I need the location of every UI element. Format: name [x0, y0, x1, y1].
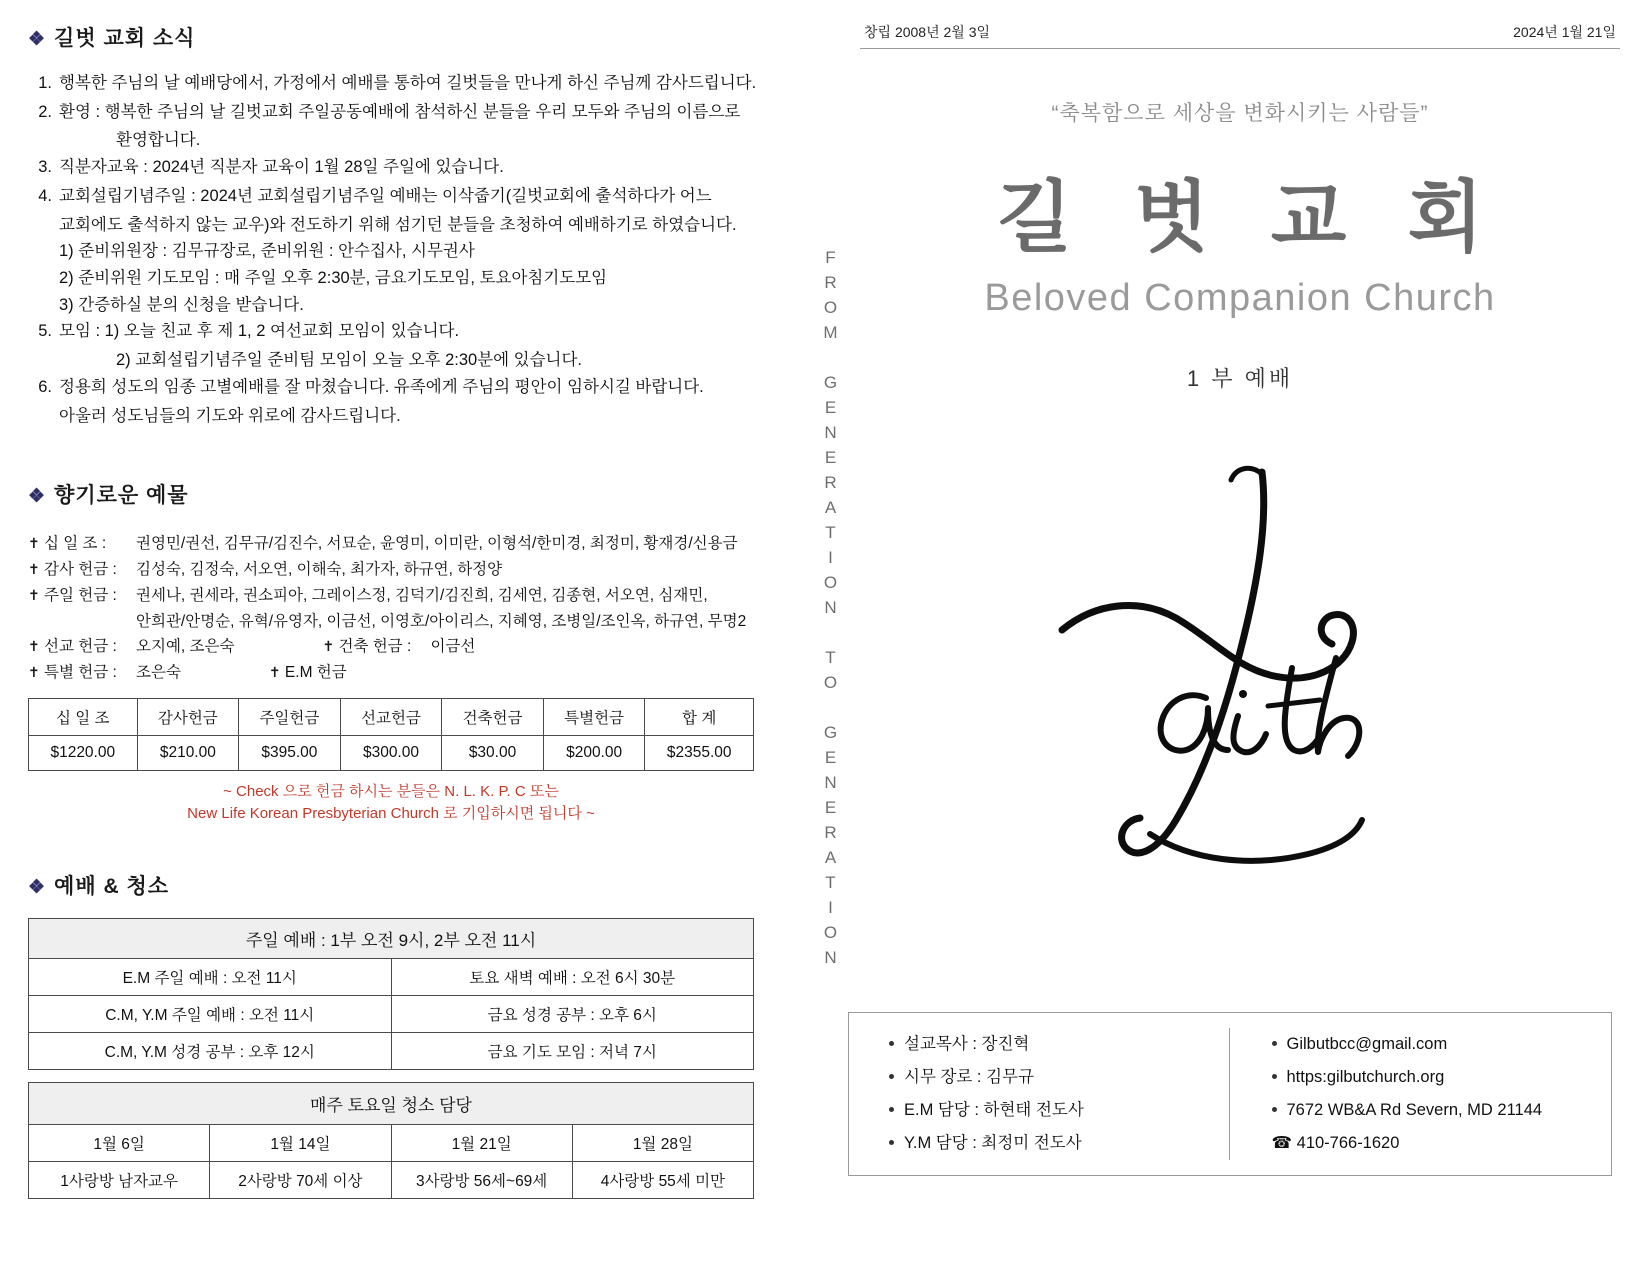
email-line[interactable]: Gilbutbcc@gmail.com — [1272, 1028, 1612, 1061]
offering-line: ✝ E.M 헌금 — [269, 660, 377, 686]
service-label: 1 부 예배 — [1186, 366, 1294, 391]
table-cell: $395.00 — [239, 735, 341, 770]
table-cell: C.M, Y.M 성경 공부 : 오후 12시 — [29, 1032, 392, 1069]
list-item: 시무 장로 : 김무규 — [889, 1061, 1229, 1094]
bullet-dot-icon — [889, 1074, 894, 1079]
table-cell: $300.00 — [340, 735, 442, 770]
bullet-dot-icon — [1272, 1107, 1277, 1112]
church-name-english: Beloved Companion Church — [984, 277, 1496, 319]
list-subitem: 2) 준비위원 기도모임 : 매 주일 오후 2:30분, 금요기도모임, 토요아침기도모임 — [59, 269, 608, 288]
table-row — [29, 698, 754, 735]
list-item: 2. 환영 : 행복한 주님의 날 길벗교회 주일공동예배에 참석하신 분들을 우리 모두와 주님의 이름으로 — [38, 102, 741, 121]
news-section-title: ❖ 길벗 교회 소식 — [28, 27, 196, 50]
table-header-cell: 선교헌금 — [340, 698, 442, 735]
offering-line: ✝ 선교 헌금 : 오지예, 조은숙 — [28, 634, 234, 660]
offering-line: ✝ 건축 헌금 : 이금선 — [322, 634, 475, 660]
list-item: 6. 정용희 성도의 임종 고별예배를 잘 마쳤습니다. 유족에게 주님의 평안이 임하시길 바랍니다. — [38, 377, 704, 396]
table-header-cell: 합 계 — [645, 698, 754, 735]
offering-line: ✝ 십 일 조 : 권영민/권선, 김무규/김진수, 서묘순, 윤영미, 이미란, 이형석/한미경, 최정미, 황재경/신용금 — [28, 531, 788, 557]
offering-lines — [28, 531, 788, 685]
list-item-continuation: 환영합니다. — [116, 131, 201, 150]
cross-icon: ✝ — [28, 561, 40, 578]
church-slogan: “축복함으로 세상을 변화시키는 사람들” — [1051, 102, 1429, 125]
table-row — [29, 1032, 754, 1069]
offering-section-title: ❖ 향기로운 예물 — [28, 484, 189, 508]
cleaning-duty-table — [28, 1082, 754, 1199]
table-cell: $210.00 — [137, 735, 239, 770]
diamond-bullet-icon: ❖ — [28, 486, 47, 508]
offering-line-continuation: 안희관/안명순, 유혁/유영자, 이금선, 이영호/아이리스, 지혜영, 조병일/조인옥, 하규연, 무명2 — [136, 612, 747, 630]
table-cell: 금요 기도 모임 : 저녁 7시 — [391, 1032, 754, 1069]
table-cell: 1월 28일 — [572, 1124, 753, 1161]
list-subitem: 2) 교회설립기념주일 준비팀 모임이 오늘 오후 2:30분에 있습니다. — [116, 351, 582, 370]
table-cell: 금요 성경 공부 : 오후 6시 — [391, 995, 754, 1032]
list-item: Y.M 담당 : 최정미 전도사 — [889, 1127, 1229, 1160]
table-row — [29, 735, 754, 770]
table-cell: 4사랑방 55세 미만 — [572, 1161, 753, 1198]
table-cell: E.M 주일 예배 : 오전 11시 — [29, 958, 392, 995]
table-cell: $2355.00 — [645, 735, 754, 770]
table-cell: 2사랑방 70세 이상 — [210, 1161, 391, 1198]
news-list — [28, 70, 788, 429]
list-subitem: 1) 준비위원장 : 김무규장로, 준비위원 : 안수집사, 시무권사 — [59, 242, 475, 261]
cross-icon: ✝ — [268, 663, 281, 680]
cross-icon: ✝ — [322, 638, 335, 655]
cross-icon: ✝ — [28, 638, 40, 655]
table-row — [29, 918, 754, 958]
table-row — [29, 1082, 754, 1124]
list-item: 5. 모임 : 1) 오늘 친교 후 제 1, 2 여선교회 모임이 있습니다. — [38, 322, 460, 341]
offering-line: ✝ 특별 헌금 : 조은숙 — [28, 660, 181, 686]
table-cell: 3사랑방 56세~69세 — [391, 1161, 572, 1198]
phone-line — [1272, 1127, 1612, 1160]
table-header-cell: 건축헌금 — [442, 698, 544, 735]
issue-date: 2024년 1월 21일 — [1513, 24, 1616, 40]
cross-icon: ✝ — [28, 663, 40, 680]
table-cell: $30.00 — [442, 735, 544, 770]
bullet-dot-icon — [1272, 1041, 1277, 1046]
offering-line: ✝ 감사 헌금 : 김성숙, 김정숙, 서오연, 이해숙, 최가자, 하규연, 하정양 — [28, 557, 788, 583]
list-subitem: 3) 간증하실 분의 신청을 받습니다. — [59, 295, 304, 314]
telephone-icon: ☎ 410-766-1620 — [1271, 1134, 1400, 1152]
staff-list — [849, 1028, 1229, 1160]
diamond-bullet-icon: ❖ — [28, 29, 47, 50]
worship-section-title: ❖ 예배 & 청소 — [28, 874, 170, 898]
table-row — [29, 1124, 754, 1161]
table-cell: $200.00 — [543, 735, 645, 770]
table-cell: 1월 21일 — [391, 1124, 572, 1161]
table-row — [29, 995, 754, 1032]
bullet-dot-icon — [1272, 1074, 1277, 1079]
bullet-dot-icon — [889, 1140, 894, 1145]
check-note: ~ Check 으로 헌금 하시는 분들은 N. L. K. P. C 또는 New Life Korean Presbyterian Church 로 기입하시면 됩니다 ~ — [187, 782, 595, 823]
table-header-cell: 주일 예배 : 1부 오전 9시, 2부 오전 11시 — [29, 918, 754, 958]
table-header-cell: 감사헌금 — [137, 698, 239, 735]
list-item-continuation: 교회에도 출석하지 않는 교우)와 전도하기 위해 섬기던 분들을 초청하여 예배하기로 하였습니다. — [59, 215, 737, 234]
right-column — [860, 22, 1620, 1152]
offering-line-pair — [28, 634, 788, 660]
offering-line: ✝ 주일 헌금 : 권세나, 권세라, 권소피아, 그레이스정, 김덕기/김진희, 김세연, 김종현, 서오연, 심재민, — [28, 583, 788, 609]
list-item-continuation: 아울러 성도님들의 기도와 위로에 감사드립니다. — [59, 406, 401, 425]
table-cell: $1220.00 — [29, 735, 138, 770]
bullet-dot-icon — [889, 1041, 894, 1046]
table-row — [29, 1161, 754, 1198]
bullet-dot-icon — [889, 1107, 894, 1112]
table-cell: 1월 14일 — [210, 1124, 391, 1161]
table-header-cell: 주일헌금 — [239, 698, 341, 735]
table-header-cell: 십 일 조 — [29, 698, 138, 735]
list-item: E.M 담당 : 하현태 전도사 — [889, 1094, 1229, 1127]
table-cell: 1사랑방 남자교우 — [29, 1161, 210, 1198]
header-bar — [860, 22, 1620, 49]
offering-line-pair — [28, 660, 788, 686]
cross-icon: ✝ — [28, 535, 40, 552]
faith-calligraphy-icon — [1000, 462, 1440, 892]
table-row — [29, 958, 754, 995]
offering-section — [28, 479, 788, 825]
table-header-cell: 매주 토요일 청소 담당 — [29, 1082, 754, 1124]
list-item: 설교목사 : 장진혁 — [889, 1028, 1229, 1061]
table-header-cell: 특별헌금 — [543, 698, 645, 735]
list-item: 3. 직분자교육 : 2024년 직분자 교육이 1월 28일 주일에 있습니다. — [38, 158, 504, 177]
contact-details — [1229, 1028, 1612, 1160]
founded-date: 창립 2008년 2월 3일 — [864, 24, 991, 40]
address-line: 7672 WB&A Rd Severn, MD 21144 — [1272, 1094, 1612, 1127]
diamond-bullet-icon: ❖ — [28, 876, 47, 898]
contact-box — [848, 1012, 1612, 1176]
worship-schedule-table — [28, 918, 754, 1070]
worship-section — [28, 870, 788, 1199]
cross-icon: ✝ — [28, 586, 40, 603]
spine-tagline: FROM GENERATION TO GENERATION — [821, 247, 840, 973]
table-cell: C.M, Y.M 주일 예배 : 오전 11시 — [29, 995, 392, 1032]
left-column — [28, 22, 788, 1199]
list-item: 4. 교회설립기념주일 : 2024년 교회설립기념주일 예배는 이삭줍기(길벗교회에 출석하다가 어느 — [38, 186, 712, 205]
table-cell: 1월 6일 — [29, 1124, 210, 1161]
offering-summary-table — [28, 698, 754, 771]
list-item: 1. 행복한 주님의 날 예배당에서, 가정에서 예배를 통하여 길벗들을 만나게 하신 주님께 감사드립니다. — [38, 74, 757, 92]
church-name-korean: 길 벗 교 회 — [996, 173, 1504, 261]
website-line[interactable]: https:gilbutchurch.org — [1272, 1061, 1612, 1094]
table-cell: 토요 새벽 예배 : 오전 6시 30분 — [391, 958, 754, 995]
